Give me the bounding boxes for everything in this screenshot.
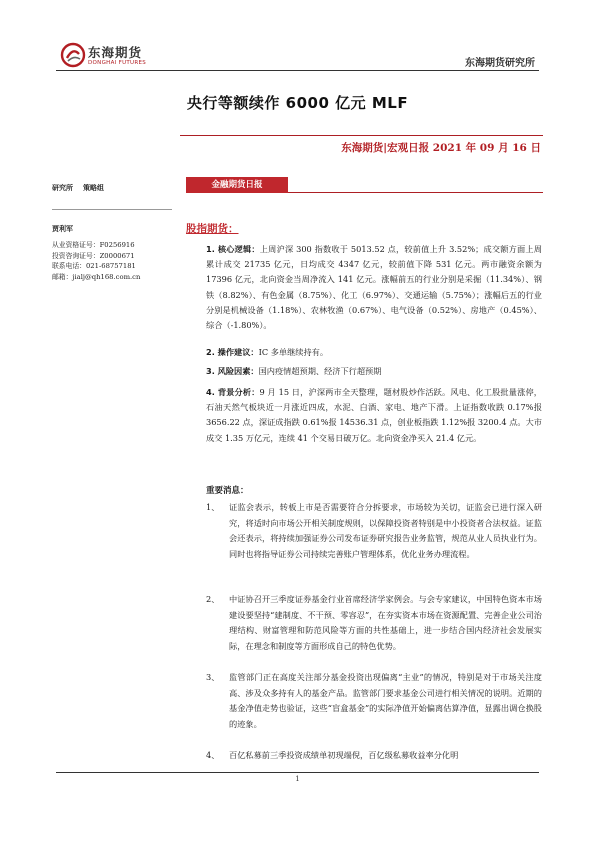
phone: 联系电话：021-68757181: [52, 262, 136, 270]
section-heading: 股指期货：: [186, 223, 239, 235]
dept-group: 策略组: [83, 183, 104, 192]
header-divider: [56, 70, 539, 71]
point-suggestion: [206, 345, 542, 360]
news-text: 证监会表示，转板上市是否需要符合分拆要求，市场较为关切，证监会已进行深入研究，将适时向市场公开相关制度规则，以保障投资者特别是中小投资者合法权益。证监会还表示，将持续加强证券公司发布证券研究报告业务监管，规范从业人员执业行为。同时也将指导证券公司持续完善账户管理体系，优化业务办理流程。: [229, 502, 542, 559]
point-background: [206, 385, 542, 446]
logo-text-cn: 东海期货: [88, 45, 143, 60]
point-core-logic: [206, 242, 542, 333]
page-title: 央行等额续作 6000 亿元 MLF: [186, 94, 409, 112]
point-text: 9 月 15 日，沪深两市全天整理，题材股炒作活跃。风电、化工股批量涨停，石油天然气板块近一月涨近四成，水泥、白酒、家电、地产下滑。上证指数收跌 0.17%报 3656.22 点，深证成指跌 0.61%报 14536.31 点，创业板指跌 1.12%报 3200.4 点。大市成交 1.35 万亿元，连续 41 个交易日破万亿。北向资金净买入 21.4 亿元。: [206, 387, 542, 443]
news-number: 3、: [206, 672, 220, 682]
news-number: 1、: [206, 502, 220, 512]
news-heading: 重要消息：: [206, 486, 249, 496]
point-risk: [206, 364, 542, 379]
page-number: 1: [295, 775, 300, 783]
dept-institute: 研究所: [52, 183, 73, 192]
point-label: 2. 操作建议：: [206, 347, 259, 357]
point-text: IC 多单继续持有。: [258, 347, 329, 357]
report-line-bar: [180, 135, 543, 157]
footer-divider: [56, 772, 539, 773]
sidebar-divider: [52, 209, 172, 210]
logo-text-en: DONGHAI FUTURES: [88, 60, 147, 66]
analyst-name: 贾利军: [52, 224, 73, 233]
license-no: 从业资格证号：F0256916: [52, 241, 135, 249]
analyst-contacts: [52, 240, 172, 282]
point-label: 4. 背景分析：: [206, 387, 260, 397]
department: [52, 183, 172, 193]
donghai-logo-icon: [60, 42, 86, 68]
news-item-1: [206, 500, 542, 562]
news-item-3: [206, 670, 542, 732]
point-text: 国内疫情超预期、经济下行超预期: [258, 366, 382, 376]
news-item-2: [206, 592, 542, 654]
header-org: 东海期货研究所: [465, 58, 535, 69]
report-line: 东海期货|宏观日报 2021 年 09 月 16 日: [341, 142, 541, 154]
news-text: 中证协召开三季度证券基金行业首席经济学家例会。与会专家建议，中国特色资本市场建设要坚持“建制度、不干预、零容忍”，在夯实资本市场在资源配置、完善企业公司治理结构、财富管理和防范风险等方面的共性基础上，进一步结合国内经济社会发展实际，在理念和制度等方面形成自己的特色优势。: [229, 594, 542, 651]
point-text: 上周沪深 300 指数收于 5013.52 点，较前值上升 3.52%；成交额方面上周累计成交 21735 亿元，日均成交 4347 亿元，较前值下降 531 亿元。两市融资余额为 17396 亿元，北向资金当周净流入 141 亿元。涨幅前五的行业分别是采掘（11.34%）、钢铁（8.82%）、有色金属（8.75%）、化工（6.97%）、交通运输（5.75%）；涨幅后五的行业分别是机械设备（1.18%）、农林牧渔（0.67%）、电气设备（0.52%）、房地产（0.45%）、综合（-1.80%）。: [206, 244, 542, 331]
news-number: 2、: [206, 594, 220, 604]
news-item-4: [206, 748, 542, 764]
company-logo: [60, 40, 150, 74]
point-label: 1. 核心逻辑：: [206, 244, 260, 254]
news-number: 4、: [206, 750, 220, 760]
report-tag-bar: [186, 177, 543, 193]
news-text: 百亿私募前三季投资成绩单初现端倪，百亿级私募收益率分化明: [229, 750, 459, 760]
point-label: 3. 风险因素：: [206, 366, 259, 376]
sidebar: [52, 183, 172, 282]
advisory-no: 投资咨询证号：Z0000671: [52, 251, 135, 260]
email: 邮箱：jialj@qh168.com.cn: [52, 272, 141, 281]
news-text: 监管部门正在高度关注部分基金投资出现偏离“主业”的情况，特别是对于市场关注度高、涉及众多持有人的基金产品。监管部门要求基金公司进行相关情况的说明。近期的基金净值走势也验证，这些“盲盒基金”的实际净值开始偏离估算净值，显露出调仓换股的迹象。: [229, 672, 542, 729]
report-tag: 金融期货日报: [186, 177, 288, 193]
